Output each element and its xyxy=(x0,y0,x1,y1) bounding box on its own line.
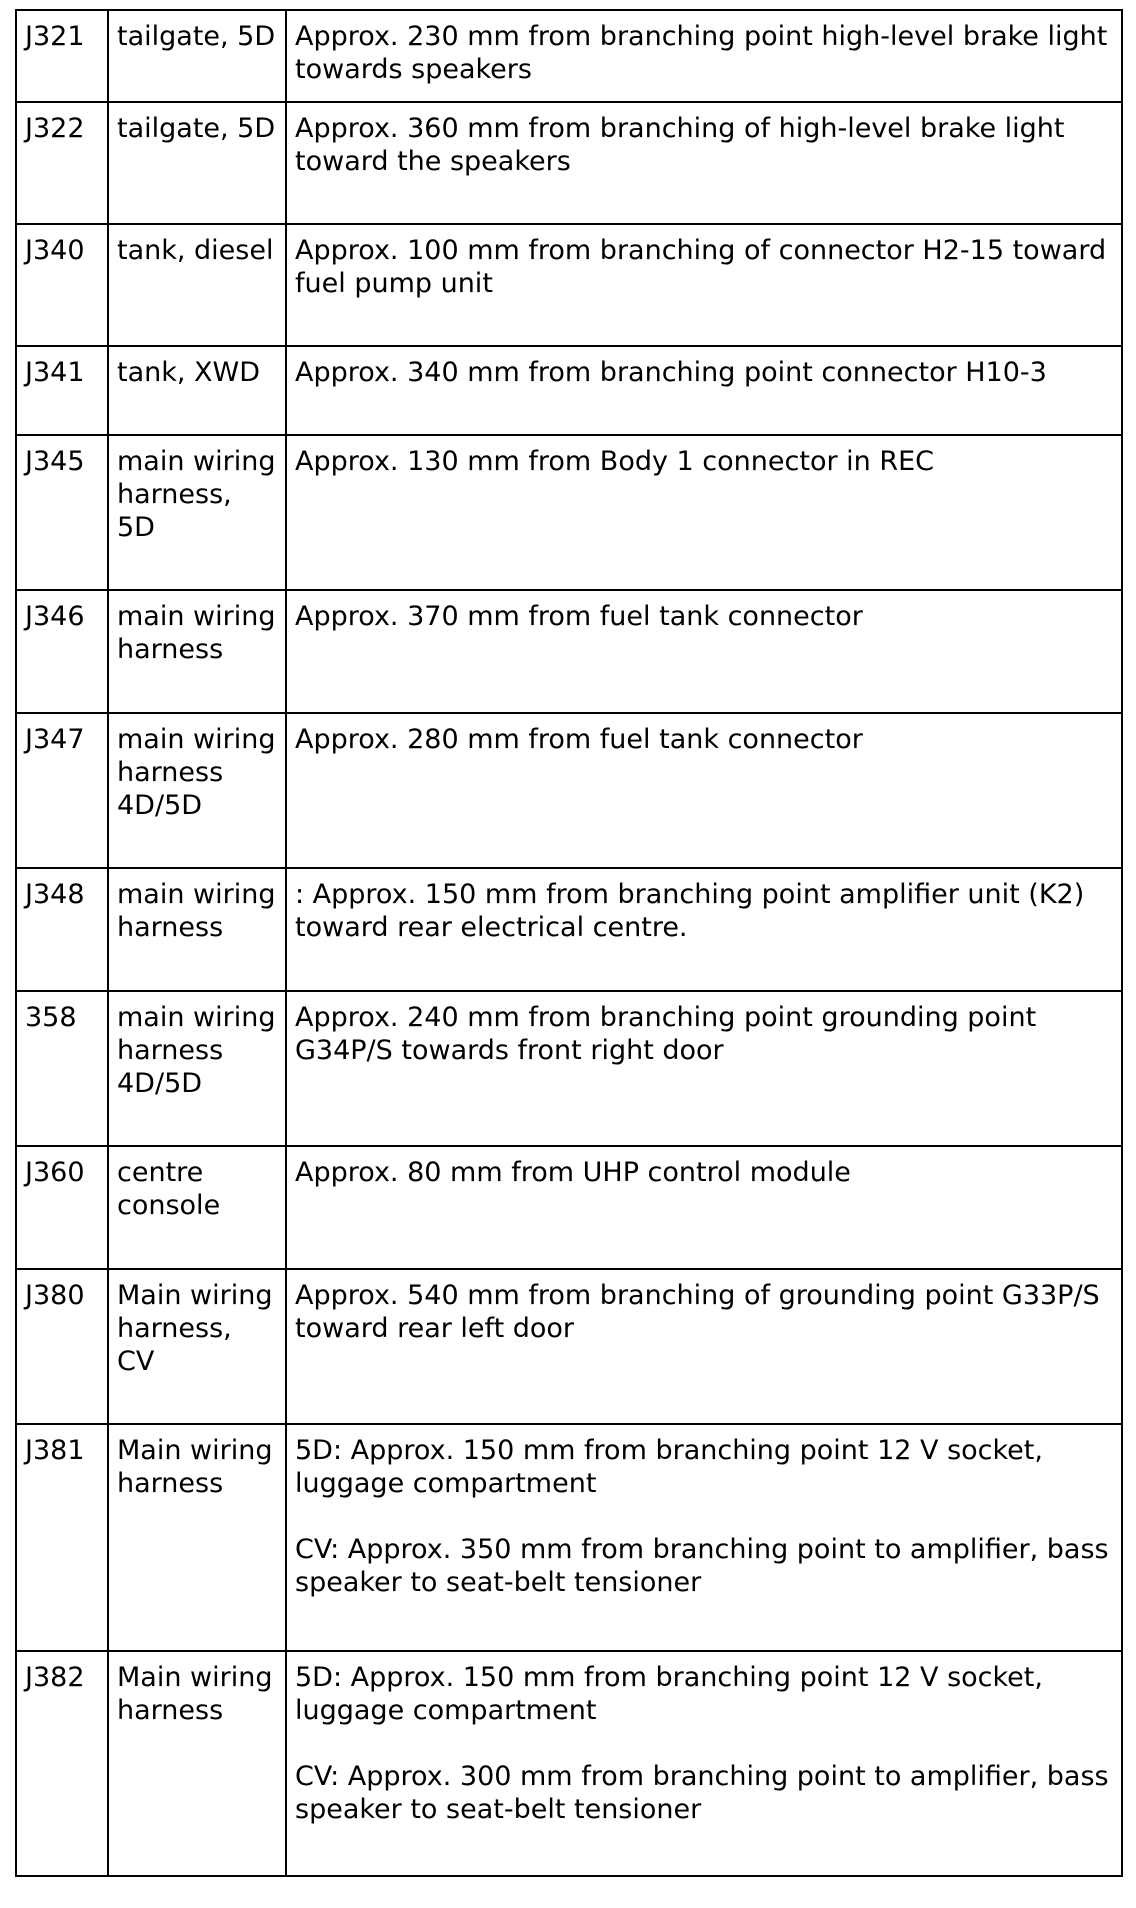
junction-description xyxy=(286,224,1122,346)
table-row xyxy=(16,224,1122,346)
junction-location: main wiring harness 4D/5D xyxy=(108,713,286,868)
junction-id: 358 xyxy=(16,991,108,1146)
junction-description xyxy=(286,346,1122,435)
description-text: Approx. 340 mm from branching point connector H10-3 xyxy=(295,357,1047,388)
table-row xyxy=(16,590,1122,713)
description-text: Approx. 240 mm from branching point grounding point G34P/S towards front right door xyxy=(295,1002,1037,1066)
table-row xyxy=(16,991,1122,1146)
description-text: Approx. 100 mm from branching of connector H2-15 toward fuel pump unit xyxy=(295,235,1107,299)
junction-description xyxy=(286,1146,1122,1269)
junction-table xyxy=(15,9,1123,1877)
junction-location: main wiring harness xyxy=(108,868,286,991)
junction-location: main wiring harness 4D/5D xyxy=(108,991,286,1146)
description-text: Approx. 540 mm from branching of grounding point G33P/S toward rear left door xyxy=(295,1280,1100,1344)
junction-description xyxy=(286,1651,1122,1876)
junction-id: J322 xyxy=(16,102,108,224)
junction-description xyxy=(286,713,1122,868)
junction-description xyxy=(286,991,1122,1146)
description-text: 5D: Approx. 150 mm from branching point 12 V socket, luggage compartment xyxy=(295,1662,1043,1726)
table-row xyxy=(16,713,1122,868)
junction-location: Main wiring harness xyxy=(108,1651,286,1876)
junction-id: J345 xyxy=(16,435,108,590)
junction-location: Main wiring harness, CV xyxy=(108,1269,286,1424)
description-text: Approx. 360 mm from branching of high-level brake light toward the speakers xyxy=(295,113,1065,177)
junction-id: J360 xyxy=(16,1146,108,1269)
junction-id: J381 xyxy=(16,1424,108,1651)
table-row xyxy=(16,435,1122,590)
table-row xyxy=(16,868,1122,991)
junction-location: main wiring harness xyxy=(108,590,286,713)
junction-location: Main wiring harness xyxy=(108,1424,286,1651)
junction-id: J380 xyxy=(16,1269,108,1424)
junction-description xyxy=(286,102,1122,224)
junction-id: J340 xyxy=(16,224,108,346)
junction-id: J347 xyxy=(16,713,108,868)
junction-location: tank, diesel xyxy=(108,224,286,346)
description-text: Approx. 230 mm from branching point high-level brake light towards speakers xyxy=(295,21,1108,85)
junction-description xyxy=(286,1424,1122,1651)
table-row xyxy=(16,1269,1122,1424)
description-text: Approx. 280 mm from fuel tank connector xyxy=(295,724,863,755)
junction-description xyxy=(286,435,1122,590)
table-row xyxy=(16,10,1122,102)
table-row xyxy=(16,1424,1122,1651)
junction-location: centre console xyxy=(108,1146,286,1269)
table-row xyxy=(16,1146,1122,1269)
junction-description xyxy=(286,10,1122,102)
junction-location: tailgate, 5D xyxy=(108,102,286,224)
junction-description xyxy=(286,1269,1122,1424)
junction-id: J346 xyxy=(16,590,108,713)
junction-description xyxy=(286,590,1122,713)
junction-id: J341 xyxy=(16,346,108,435)
junction-description xyxy=(286,868,1122,991)
junction-location: tank, XWD xyxy=(108,346,286,435)
description-text: CV: Approx. 350 mm from branching point to amplifier, bass speaker to seat-belt tensioner xyxy=(295,1534,1109,1598)
description-text: 5D: Approx. 150 mm from branching point 12 V socket, luggage compartment xyxy=(295,1435,1043,1499)
description-text: Approx. 370 mm from fuel tank connector xyxy=(295,601,863,632)
description-text: CV: Approx. 300 mm from branching point to amplifier, bass speaker to seat-belt tensioner xyxy=(295,1761,1109,1825)
table-row xyxy=(16,346,1122,435)
junction-location: main wiring harness, 5D xyxy=(108,435,286,590)
junction-id: J382 xyxy=(16,1651,108,1876)
junction-location: tailgate, 5D xyxy=(108,10,286,102)
description-text: Approx. 130 mm from Body 1 connector in REC xyxy=(295,446,935,477)
junction-id: J348 xyxy=(16,868,108,991)
table-row xyxy=(16,102,1122,224)
junction-id: J321 xyxy=(16,10,108,102)
table-row xyxy=(16,1651,1122,1876)
description-text: : Approx. 150 mm from branching point amplifier unit (K2) toward rear electrical centre. xyxy=(295,879,1085,943)
description-text: Approx. 80 mm from UHP control module xyxy=(295,1157,851,1188)
